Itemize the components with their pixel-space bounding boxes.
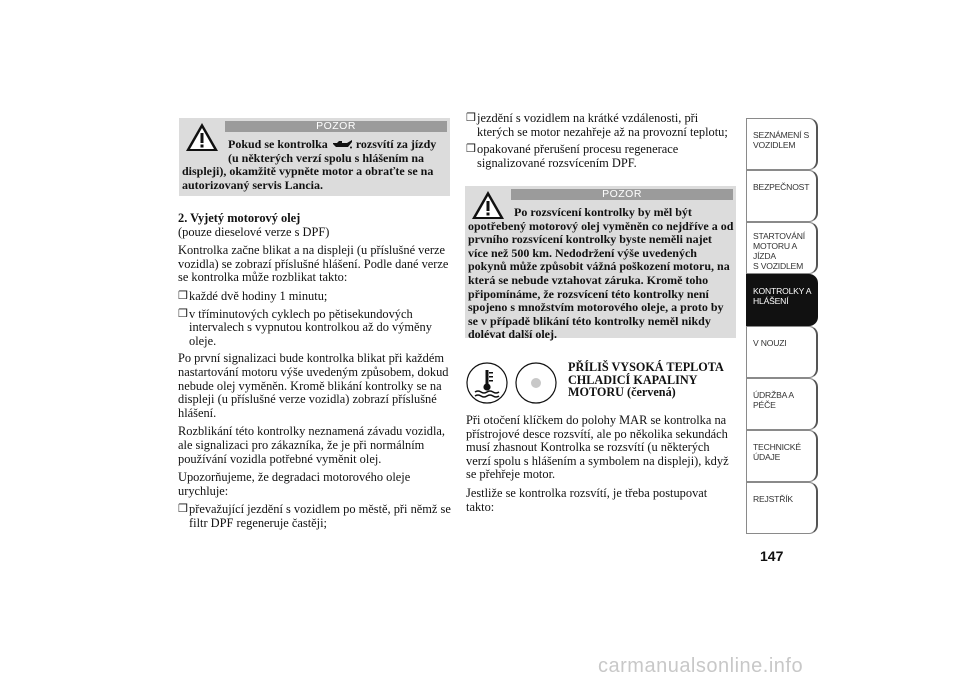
tab-rejstrik[interactable]	[746, 482, 818, 534]
tab-label: KONTROLKY A	[753, 286, 812, 296]
tab-seznameni[interactable]	[746, 118, 818, 170]
warning-text-part: rozsvítí za jízdy	[355, 137, 437, 151]
bullet-box-icon: ❒	[178, 289, 188, 302]
tab-label: STARTOVÁNÍ	[753, 231, 805, 241]
paragraph: Rozblikání této kontrolky neznamená závadu vozidla, ale signalizaci pro zákazníka, že je při normálním používání vozidla potřebné vyměnit olej.	[178, 424, 445, 466]
tab-technicke-udaje[interactable]	[746, 430, 818, 482]
paragraph: Upozorňujeme, že degradaci motorového oleje urychluje:	[178, 470, 411, 498]
tab-label: SEZNÁMENÍ S	[753, 130, 810, 140]
left-column	[178, 212, 460, 534]
tab-kontrolky[interactable]	[746, 274, 818, 326]
tab-label: VOZIDLEM	[753, 140, 796, 150]
warning-text-line: autorizovaný servis Lancia.	[182, 177, 323, 192]
warning-text-line: displeji), okamžitě vypněte motor a obraťte se na	[182, 164, 434, 179]
list-item	[178, 503, 460, 530]
paragraph: Po první signalizaci bude kontrolka blikat při každém nastartování motoru výše uvedeným způsobem, dokud nebude olej vyměněn. Kromě blikání kontrolky se na displeji (u příslušné verze vozidla) zobrazí příslušné hlášení.	[178, 351, 449, 420]
section-subheading: (pouze dieselové verze s DPF)	[178, 224, 330, 239]
warning-text: Po rozsvícení kontrolky by měl být opotřebený motorový olej vyměněn co nejdříve a od prvního rozsvícení kontrolky byste neměli najet více než 500 km. Nedodržení výše uvedených pokynů může způsobit vážná poškození motoru, na která se nebude vztahovat záruka. Kromě toho připomínáme, že rozsvícení této kontrolky není spojeno s množstvím motorového oleje, a proto by se v případě blikání této kontrolky neměl nikdy dolévat další olej.	[468, 205, 734, 342]
tab-label: S VOZIDLEM	[753, 261, 804, 271]
list-item	[178, 308, 460, 349]
warning-lamp-dot-icon	[531, 378, 541, 388]
list-item-text: v tříminutových cyklech po pětisekundových intervalech s vypnutou kontrolkou až do výměny oleje.	[189, 306, 432, 348]
bullet-box-icon: ❒	[466, 112, 476, 124]
tab-label: TECHNICKÉ	[753, 442, 801, 452]
tab-label: REJSTŘÍK	[753, 494, 793, 504]
list-item-text: převažující jezdění s vozidlem po městě, při němž se filtr DPF regeneruje častěji;	[189, 502, 451, 530]
coolant-temperature-lamp-icons	[466, 361, 558, 407]
tab-label: ÚDRŽBA A PÉČE	[753, 390, 794, 410]
list-item	[178, 290, 460, 304]
page-number: 147	[760, 548, 784, 564]
warning-box-oil	[179, 118, 450, 196]
tab-label: HLÁŠENÍ	[753, 296, 789, 306]
list-item	[466, 112, 734, 139]
bullet-box-icon: ❒	[466, 143, 476, 156]
bullet-box-icon: ❒	[178, 503, 188, 516]
list-item-text: jezdění s vozidlem na krátké vzdálenosti, při kterých se motor nezahřeje až na provozní teplotu;	[477, 111, 728, 139]
section-heading: 2. Vyjetý motorový olej	[178, 211, 301, 225]
list-item-text: každé dvě hodiny 1 minutu;	[189, 288, 328, 303]
tab-bezpecnost[interactable]	[746, 170, 818, 222]
warning-label: POZOR	[225, 121, 447, 132]
paragraph: Při otočení klíčkem do polohy MAR se kontrolka na přístrojové desce rozsvítí, ale po několika sekundách musí zhasnout Kontrolka se rozsvítí (u některých verzí spolu s hlášením a symbolem na displeji), když se přehřeje motor.	[466, 413, 729, 482]
watermark: carmanualsonline.info	[598, 655, 804, 677]
paragraph: Kontrolka začne blikat a na displeji (u příslušné verze vozidla) se zobrazí příslušné hlášení. Podle dané verze se kontrolka může rozblikat takto:	[178, 243, 449, 285]
tab-label: BEZPEČNOST	[753, 182, 810, 192]
tab-startovani[interactable]	[746, 222, 818, 274]
bullet-box-icon: ❒	[178, 307, 188, 320]
right-column-bottom	[466, 414, 734, 519]
warning-text	[182, 138, 448, 192]
lamp-title: PŘÍLIŠ VYSOKÁ TEPLOTA CHLADICÍ KAPALINY MOTORU (červená)	[568, 360, 724, 400]
warning-box-oil-change	[465, 186, 736, 342]
tab-label: ÚDAJE	[753, 452, 781, 462]
paragraph: Jestliže se kontrolka rozsvítí, je třeba postupovat takto:	[466, 485, 708, 514]
list-item-text: opakované přerušení procesu regenerace signalizované rozsvícením DPF.	[477, 142, 679, 170]
warning-text-part: Pokud se kontrolka	[228, 137, 328, 151]
tab-label: MOTORU A JÍZDA	[753, 241, 797, 261]
chapter-tabs	[746, 118, 818, 534]
tab-udrzba[interactable]	[746, 378, 818, 430]
tab-v-nouzi[interactable]	[746, 326, 818, 378]
tab-label: V NOUZI	[753, 338, 787, 348]
oil-can-icon	[331, 139, 353, 149]
list-item	[466, 143, 734, 170]
warning-label: POZOR	[511, 189, 733, 200]
right-column-top	[466, 112, 734, 174]
warning-text-line: (u některých verzí spolu s hlášením na	[228, 150, 425, 165]
